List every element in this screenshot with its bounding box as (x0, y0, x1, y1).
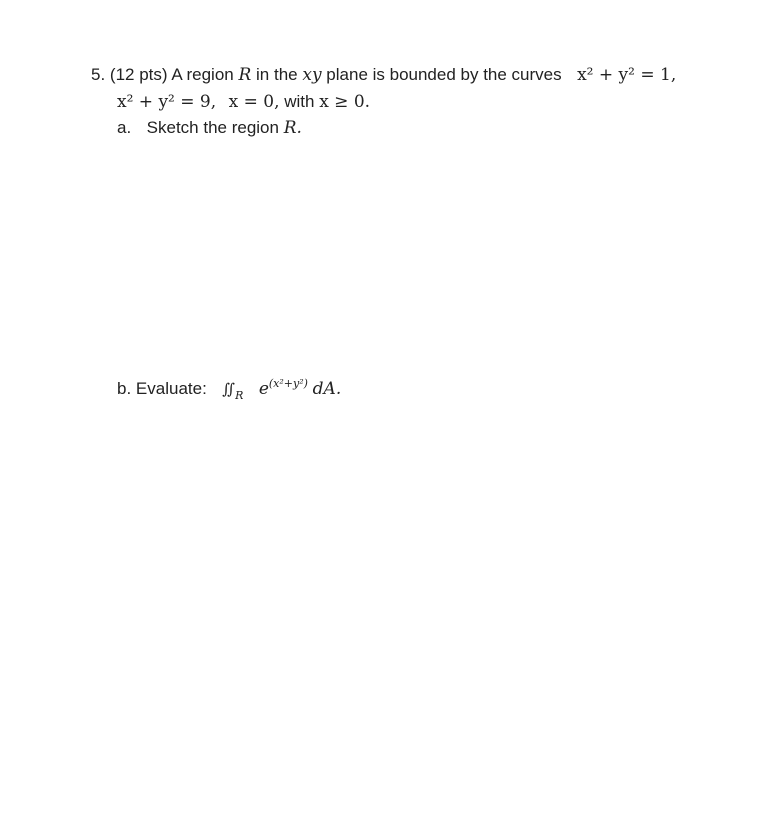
problem-number: 5. (91, 65, 106, 84)
curve-3: x = 0, (228, 92, 280, 112)
part-a-text: Sketch the region (146, 118, 279, 137)
curve-2: x² + y² = 9, (117, 92, 217, 112)
differential: dA. (312, 379, 342, 399)
problem-line-2 (117, 91, 370, 113)
problem-line-1 (91, 64, 676, 86)
intro-text-2: in the (256, 65, 298, 84)
part-b-label: b. (117, 379, 132, 398)
part-a (117, 117, 302, 139)
plane-symbol: xy (302, 65, 322, 85)
part-a-label: a. (117, 118, 132, 137)
curve-1: x² + y² = 1, (577, 65, 677, 85)
integrand-exponent: (x²+y²) (268, 377, 308, 390)
integral-subscript: R (235, 389, 244, 402)
intro-text-1: A region (171, 65, 234, 84)
region-symbol: R (238, 65, 252, 85)
part-a-symbol: R. (283, 118, 302, 138)
intro-text-3: plane is bounded by the curves (326, 65, 562, 84)
condition-word: with (284, 92, 315, 111)
condition: x ≥ 0. (319, 92, 371, 112)
part-b (117, 378, 341, 400)
double-integral-sign: ∬ (222, 380, 236, 398)
integrand-base: e (258, 379, 269, 399)
problem-points: (12 pts) (109, 65, 168, 84)
part-b-text: Evaluate: (135, 379, 207, 398)
